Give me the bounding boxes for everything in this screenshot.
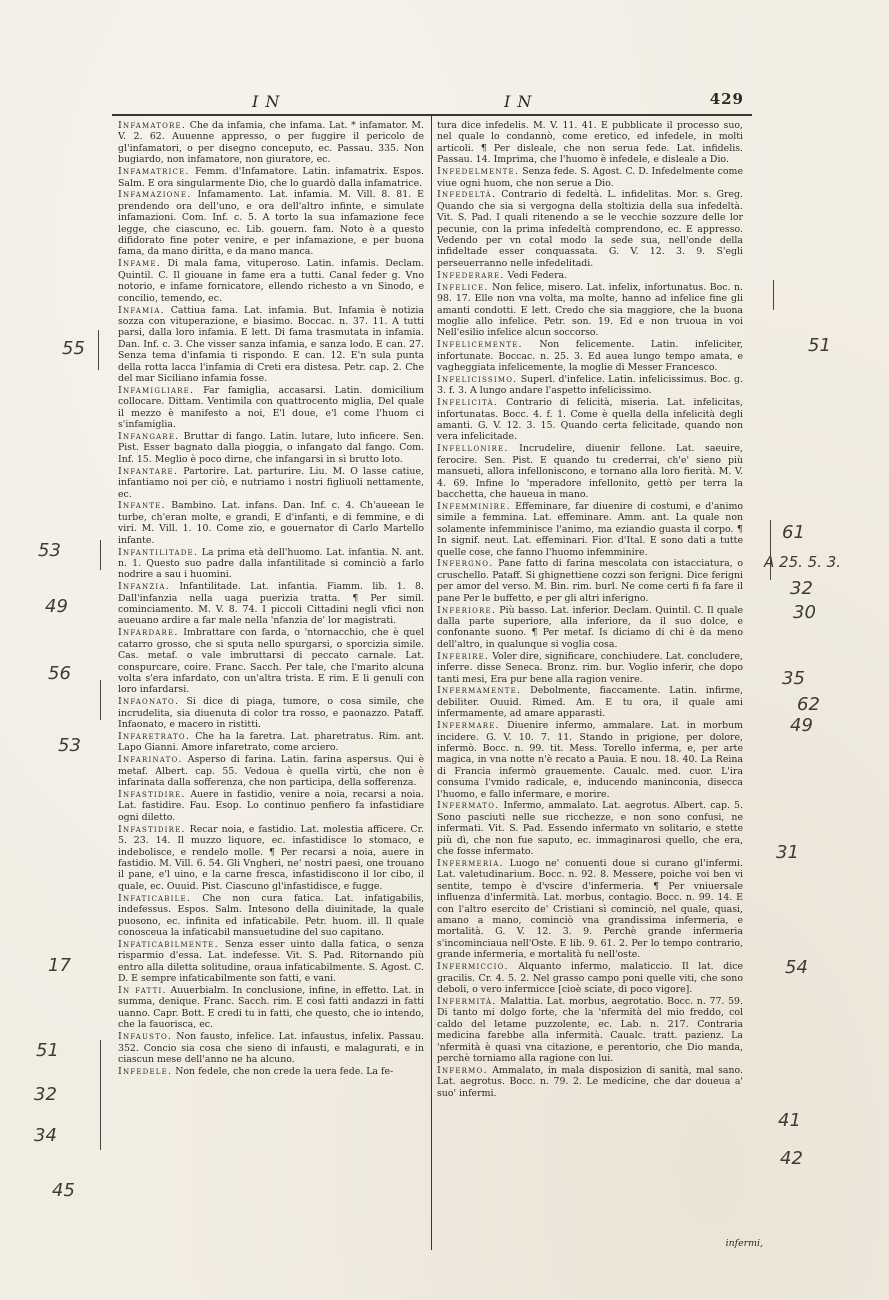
entry-definition: Vedi Federa.: [507, 269, 568, 281]
dictionary-entry: [437, 282, 743, 339]
dictionary-entry: [118, 189, 424, 257]
margin-annotation: A 25. 5. 3.: [764, 553, 842, 571]
dictionary-entry: [437, 270, 743, 281]
entry-definition: Superl. d'infelice. Latin. infelicissimus. Boc. g. 3. f. 3. A lungo andare l'aspetto infelicissimo.: [437, 373, 744, 397]
entry-definition: Incrudelire, diuenir fellone. Lat. saeuire, ferocire. Sen. Pist. E quando tu crederrai, ch'e' sieno più mansueti, allora infellonisconо, e tornano alla loro fierità. M. V. 4. 69. Infine lo 'mperadore infellonito, gettò per terra la bacchetta, che haueua in mano.: [437, 443, 743, 500]
entry-headword: Inferiore.: [437, 604, 497, 616]
entry-headword: Infederare.: [437, 269, 505, 281]
dictionary-entry: [118, 1066, 424, 1077]
entry-headword: Infermamente.: [437, 685, 522, 697]
margin-annotation: 30: [793, 602, 816, 623]
entry-definition: Di mala fama, vituperoso. Latin. infamis. Declam. Quintil. C. Il giouane in fame era a tutti. Canal feder g. Vno notorio, e infame fornicatore, ellendo richesto a vn Sinodo, e concilio, temendo, ec.: [118, 258, 425, 304]
entry-headword: Infedeltà.: [437, 189, 497, 201]
dictionary-entry: [437, 858, 743, 961]
entry-headword: Infantilitade.: [118, 546, 199, 558]
entry-definition: Si dice di piaga, tumore, o cosa simile, che incrudelita, sia diuenuta di color tra rosso, e paonazzo. Pataff. Infaonato, e macero in ristitti.: [118, 696, 424, 731]
header-middle: I N: [504, 92, 533, 111]
entry-headword: Infanzia.: [118, 581, 170, 593]
dictionary-entry: [437, 189, 743, 269]
entry-definition: Cattiua fama. Lat. infamia. But. Infamia è notizia sozza con vituperazione, e biasimo. Boccac. n. 37. 11. A tutti parsi, dalla loro infamia. E lett. Di fama trasmutata in infamia. Dan. Inf. c. 3. Che visser sanza infamia, e sanza lodo. E can. 27. Senza tema d'infamia ti rispondo. E can. 12. E'n sula punta della rotta lacca l'infamia di Creti era distesa. Petr. cap. 2. Che del mar Siciliano infamia fosse.: [118, 304, 424, 384]
header-left: I N: [252, 92, 281, 111]
entry-definition: Infamamento. Lat. infamia. M. Vill. 8. 81. E prendendo ora dell'uno, e ora dell'altro infinte, e simulate infamazioni. Com. Inf. c. 5. A torto la sua infamazione fece legge, che ciascuno, ec. Lib. gouern. fam. Noto è a questo difidorato fine poter venire, e per infamazione, e per buona fama, da mano diritta, e da mano manca.: [118, 189, 424, 258]
margin-annotation: 56: [48, 663, 71, 684]
entry-definition: Luogo ne' conuenti doue si curano gl'infermi. Lat. valetudinarium. Bocc. n. 92. 8. Messere, poiche voi ben vi sentite, tempo è d'vscire d'infermeria. ¶ Per vniuersale influenza d'infermità. Lat. morbus, contagio. Bocc. n. 99. 14. E con l'altro esercito de' Cristiani sì cominciò, nel quale, quasi, amano a mano, cominciò vna grandissima infermeria, e mortalità. G. V. 12. 3. 9. Perchè grande infermeria s'incominciaua nell'Oste. E lib. 9. 61. 2. Per lo tempo contrario, grande infermeria, e mortalità fu nell'oste.: [437, 858, 743, 961]
dictionary-entry: [118, 985, 424, 1031]
margin-annotation: 49: [45, 596, 68, 617]
margin-annotation: 35: [782, 668, 805, 689]
margin-ink-stroke: [98, 330, 99, 370]
entry-headword: Infamigliare.: [118, 384, 195, 396]
entry-definition: La prima età dell'huomo. Lat. infantia. N. ant. n. 1. Questo suo padre dalla infantilitade si cominciò a farlo nodrire a sau i huomini.: [118, 546, 424, 581]
entry-definition: Far famiglia, accasarsi. Latin. domicilium collocare. Dittam. Ventimila con quattrocento miglia, Del quale il mezzo è manifesto a noi, E'l doue, e'l come l'huom ci s'infamiglia.: [118, 384, 425, 431]
entry-definition: Imbrattare con farda, o 'ntornacchio, che è quel catarro grosso, che si sputa nello spurgarsi, o sporcizia simile. Cas. metaf. o vale imbruttarsi di peccato carnale. Lat. conspurcare, coire. Franc. Sacch. Per tale, che l'marito alcuna volta s'era infardato, con un'altra trista. E rim. E li genuli con loro infardarsi.: [118, 627, 424, 696]
entry-definition: Che non cura fatica. Lat. infatigabilis, indefessus. Espos. Salm. Intesono della diuinitade, la quale puosono, ec. infinita ed infaticabile. Petr. huom. ill. Il quale conosceua la infaticabil mansuetudine del suo capitano.: [118, 892, 425, 938]
margin-ink-stroke: [100, 680, 101, 720]
entry-definition: Auere in fastidio, venire a noia, recarsi a noia. Lat. fastidire. Fau. Esop. Lo continuo penfiero fa infastidiare ogni diletto.: [118, 789, 424, 823]
margin-annotation: 31: [776, 842, 799, 863]
entry-definition: Più basso. Lat. inferior. Declam. Quintil. C. Il quale dalla parte superiore, alla inferiore, da il suo dolce, e confonante suono. ¶ Per metaf. Is diciamo di chi è da meno dell'altro, in qualunque si voglia cosa.: [437, 604, 744, 650]
entry-headword: Infelicissimo.: [437, 373, 518, 385]
entry-headword: Inferire.: [437, 650, 490, 662]
entry-definition: Infantilitade. Lat. infantia. Fiamm. lib. 1. 8. Dall'infanzia nella uaga puerizia tratta. ¶ Per simil. cominciamento. M. V. 8. 74. I piccoli Cittadini negli vfici non aueuano ardire a far male nella 'nfanzia de' lor magistrati.: [118, 581, 425, 627]
entry-headword: Infermare.: [437, 720, 500, 732]
entry-headword: Infedele.: [118, 1065, 173, 1077]
dictionary-entry: [118, 754, 424, 788]
entry-definition: Asperso di farina. Latin. farina aspersus. Qui è metaf. Albert. cap. 55. Vedoua è quella virtù, che non è infarinata dalla sofferenza, che non participa, della sofferenza.: [118, 754, 424, 789]
entry-headword: In fatti.: [118, 984, 167, 996]
entry-definition: Pane fatto di farina mescolata con istacciatura, o cruschello. Pataff. Si ghignettiene cozzi son ferigni. Dice ferigni per amor del verso. M. Bin. rim. burl. Ne come certi fi fa fare il pane Per le buffetto, e per gli altri inferigno.: [437, 558, 744, 604]
margin-ink-stroke: [100, 540, 101, 570]
dictionary-entry: [118, 627, 424, 695]
dictionary-entry: [118, 696, 424, 730]
dictionary-entry: [437, 651, 743, 685]
dictionary-entry: [118, 893, 424, 939]
entry-definition: Diuenire infermo, ammalare. Lat. in morbum incidere. G. V. 10. 7. 11. Stando in prigione, per dolore, infermò. Bocc. n. 99. tit. Mess. Torello inferma, e, per arte magica, in vna notte n'è recato a Pauia. E nou. 18. 40. La Reina di Francia infermò grauemente. Caualc. med. cuor. L'ira consuma l'vmido radicale, e, inducendo maninconia, disecca l'huomo, e fallo infermare, e morire.: [437, 720, 743, 800]
entry-headword: Infame.: [118, 258, 161, 270]
entry-headword: Infermità.: [437, 995, 497, 1007]
margin-annotation: 41: [778, 1110, 801, 1131]
dictionary-entry: [118, 731, 424, 754]
margin-annotation: 51: [808, 335, 831, 356]
dictionary-entry: [118, 1031, 424, 1065]
running-header: [112, 88, 752, 114]
entry-headword: Infedelmente.: [437, 166, 520, 178]
dictionary-entry: [118, 824, 424, 892]
margin-annotation: 45: [52, 1180, 75, 1201]
margin-annotation: 17: [48, 955, 71, 976]
entry-definition: Ammalato, in mala disposizion di sanità, mal sano. Lat. aegrotus. Bocc. n. 79. 2. Le medicine, che dar doueua a' suo' infermi.: [437, 1064, 743, 1099]
entry-headword: Infastidire.: [118, 823, 186, 835]
entry-headword: Infantare.: [118, 465, 179, 477]
dictionary-entry: [118, 789, 424, 823]
entry-definition: Bambino. Lat. infans. Dan. Inf. c. 4. Ch'aueean le turbe, ch'eran molte, e grandi, E d'infanti, e di femmine, e di viri. M. Vill. 1. 10. Come zio, e gouernator di Carlo Martello infante.: [118, 500, 424, 546]
entry-headword: Infermiccio.: [437, 961, 509, 973]
entry-headword: Infamatrice.: [118, 166, 190, 178]
header-rule: [112, 114, 752, 116]
entry-definition: Non fausto, infelice. Lat. infaustus, infelix. Passau. 352. Concio sia cosa che sieno di infausti, e malagurati, e in ciascun mese dell'anno ne ha alcuno.: [118, 1031, 424, 1065]
margin-annotation: 53: [58, 735, 81, 756]
dictionary-entry: [437, 685, 743, 719]
margin-annotation: 49: [790, 715, 813, 736]
entry-headword: Infangare.: [118, 430, 180, 442]
left-column: [118, 120, 424, 1078]
entry-definition: Partorire. Lat. parturire. Liu. M. O lasse catiue, infantiamo noi per ciò, e nutriamo i nostri figliuoli nettamente, ec.: [118, 465, 425, 500]
entry-definition: Debolmente, fiaccamente. Latin. infirme, debiliter. Ouuid. Rimed. Am. E tu ora, il quale ami infermamente, ad amare apparasti.: [437, 685, 743, 720]
dictionary-entry: [437, 961, 743, 995]
margin-annotation: 32: [34, 1084, 57, 1105]
entry-headword: Infelice.: [437, 281, 489, 293]
right-column: [437, 120, 743, 1100]
entry-headword: Infaonato.: [118, 696, 180, 708]
margin-annotation: 62: [797, 694, 820, 715]
entry-headword: Infamazione.: [118, 189, 192, 201]
dictionary-entry: [437, 397, 743, 443]
entry-definition: Non felicemente. Latin. infeliciter, infortunate. Boccac. n. 25. 3. Ed auea lungo tempo amata, e vagheggiata infelicemente, la moglie di Messer Francesco.: [437, 339, 743, 374]
entry-definition: Non fedele, che non crede la uera fede. La fe-: [175, 1065, 394, 1077]
entry-definition: Femm. d'Infamatore. Latin. infamatrix. Espos. Salm. E ora singularmente Dio, che lo guardò dalla infamatrice.: [118, 166, 424, 189]
entry-definition: Alquanto infermo, malaticcio. Il lat. dice gracilis. Cr. 4. 5. 2. Nel grasso campo poni quelle viti, che sono deboli, o vero infermicce [cioè sciate, di poco vigore].: [437, 961, 743, 995]
entry-headword: Infaretrato.: [118, 731, 191, 743]
entry-definition: Contrario di felicità, miseria. Lat. infelicitas, infortunatas. Bocc. 4. f. 1. Come è quella della infelicità degli amanti. G. V. 12. 3. 15. Quando certa felicitade, quando non vera infelicitade.: [437, 397, 743, 443]
catchword: infermi,: [725, 1238, 763, 1249]
margin-annotation: 42: [780, 1148, 803, 1169]
entry-definition: Contrario di fedeltà. L. infidelitas. Mor. s. Greg. Quando che sia si vergogna della stoltizia della sua infedeltà. Vit. S. Pad. I quali ritenendo a se le vecchie sozzure delle lor pecunie, con la prima infedeltà comprendono, ec. E appresso. Vedendo per vn cotal modo la sede sua, nell'onde della infideltade esser conquassata. G. V. 12. 3. 9. S'egli perseuerranno nelle infedelitadi.: [437, 189, 744, 269]
margin-annotation: 32: [790, 578, 813, 599]
margin-annotation: 34: [34, 1125, 57, 1146]
entry-headword: Infamatore.: [118, 120, 187, 131]
entry-headword: Infelicemente.: [437, 339, 523, 351]
entry-headword: Infaticabile.: [118, 892, 191, 904]
entry-headword: Infardare.: [118, 627, 179, 639]
dictionary-entry: [118, 166, 424, 189]
entry-definition: Che da infamia, che infama. Lat. * infamator. M. V. 2. 62. Auuenne appresso, o per fuggire il pericolo de gl'infamatori, o per disegno conceputo, ec. Passau. 335. Non bugiardo, non infamatore, non giuratore, ec.: [118, 120, 424, 166]
dictionary-entry: [437, 339, 743, 373]
entry-definition: Infermo, ammalato. Lat. aegrotus. Albert. cap. 5. Sono pasciuti nelle sue ricchezze, e non sono confusi, ne infermati. Vit. S. Pad. Essendo infermato vn solitario, e stette più dì, che non fue saputo, ec. immaginarosi quello, che era, che fosse infermato.: [437, 800, 743, 858]
dictionary-entry: [118, 581, 424, 627]
dictionary-entry: [437, 374, 743, 397]
entry-headword: Infemminire.: [437, 500, 511, 512]
dictionary-entry: [118, 120, 424, 166]
entry-headword: Infante.: [118, 500, 166, 512]
column-divider: [431, 116, 432, 1250]
margin-annotation: 51: [36, 1040, 59, 1061]
entry-headword: Infausto.: [118, 1031, 173, 1043]
dictionary-entry: [118, 939, 424, 985]
dictionary-entry: [118, 258, 424, 304]
entry-definition: Auuerbialm. In conclusione, infine, in effetto. Lat. in summa, denique. Franc. Sacch. rim. E così fatti andazzi in fatti uanno. Capr. Bott. E credi tu in fatti, che questo, che io intendo, che la fauorisca, ec.: [118, 984, 425, 1031]
page-number: 429: [709, 90, 744, 108]
entry-headword: Infermo.: [437, 1064, 488, 1076]
entry-definition: Non felice, misero. Lat. infelix, infortunatus. Boc. n. 98. 17. Elle non vna volta, ma molte, hanno ad infelice fine gli amanti condotti. E lett. Credo che sia maggiore, che la buona moglie allo infelice. Petr. son. 19. Ed e non truoua in voi Nell'esilio infelice alcun soccorso.: [437, 281, 743, 339]
dictionary-entry: [118, 547, 424, 581]
entry-definition: Bruttar di fango. Latin. lutare, luto inficere. Sen. Pist. Esser bagnato dalla pioggia, o infangato dal fango. Com. Inf. 15. Meglio è poco dirne, che infangarsi in sì brutto loto.: [118, 430, 424, 465]
entry-headword: Infermato.: [437, 800, 500, 812]
margin-ink-stroke: [100, 1040, 101, 1150]
dictionary-entry: [437, 558, 743, 604]
dictionary-entry: [118, 385, 424, 431]
entry-headword: Infermeria.: [437, 858, 504, 869]
entry-definition: Recar noia, e fastidio. Lat. molestia afficere. Cr. 5. 23. 14. Il muzzo liquore, ec. infastidisce lo stomaco, e indebolisce, e rendelo molle. ¶ Per recarsi a noia, auere in fastidio. M. Vill. 6. 54. Gli Vngheri, ne' nostri paesi, one trouano il pane, e'l uino, e la carne fresca, infastidiscono il lor cibo, il quale, ec. Ouuid. Pist. Ciascuno gl'infastidisce, e fugge.: [118, 823, 424, 892]
dictionary-entry: [437, 501, 743, 558]
dictionary-entry: [437, 1065, 743, 1099]
dictionary-entry: [437, 720, 743, 800]
entry-definition: Voler dire, significare, conchiudere. Lat. concludere, inferre. disse Seneca. Bronz. rim. bur. Voglio inferir, che dopo tanti mesi, Era pur bene alla ragion venire.: [437, 650, 743, 685]
dictionary-entry: [118, 431, 424, 465]
dictionary-entry: [437, 800, 743, 857]
dictionary-entry: [118, 305, 424, 385]
entry-headword: Infastidire.: [118, 789, 186, 801]
dictionary-entry: [437, 443, 743, 500]
margin-annotation: 61: [782, 522, 805, 543]
margin-ink-stroke: [770, 520, 771, 580]
dictionary-entry: [118, 466, 424, 500]
dictionary-entry: [437, 996, 743, 1064]
entry-headword: Infellonire.: [437, 443, 509, 455]
entry-definition: Che ha la faretra. Lat. pharetratus. Rim. ant. Lapo Gianni. Amore infaretrato, come arciero.: [118, 731, 424, 754]
dictionary-entry: [437, 120, 743, 166]
entry-headword: Infelicità.: [437, 397, 499, 409]
entry-headword: Infamia.: [118, 304, 165, 316]
entry-definition: Malattia. Lat. morbus, aegrotatio. Bocc. n. 77. 59. Di tanto mi dolgo forte, che la 'nfermità del mio freddo, col caldo del letame puzzolente, ec. Lab. n. 217. Contraria medicina farebbe alla infermità. Caualc. tratt. pazienz. La 'nfermità è quasi vna citazione, e perentorio, che Dio manda, perchè torniamo alla ragione con lui.: [437, 995, 743, 1064]
entry-definition: Senza fede. S. Agost. C. D. Infedelmente come viue ogni huom, che non serue a Dio.: [437, 166, 743, 189]
margin-annotation: 55: [62, 338, 85, 359]
margin-ink-stroke: [773, 280, 774, 310]
entry-headword: Infaticabilmente.: [118, 938, 219, 950]
dictionary-entry: [118, 500, 424, 546]
entry-headword: Infergno.: [437, 558, 494, 570]
dictionary-entry: [437, 166, 743, 189]
entry-headword: Infarinato.: [118, 754, 183, 766]
entry-definition: tura dice infedelis. M. V. 11. 41. E pubblicate il processo suo, nel quale lo condannò, come eretico, ed infedele, in molti articoli. ¶ Per disleale, che non serua fede. Lat. infidelis. Passau. 14. Imprima, che l'huomo è infedele, e disleale a Dio.: [437, 120, 743, 166]
dictionary-entry: [437, 605, 743, 651]
margin-annotation: 54: [785, 957, 808, 978]
entry-definition: Effeminare, far diuenire di costumi, e d'animo simile a femmina. Lat. effeminare. Amm. ant. La quale non solamente infemminisce l'animo, ma eziandio guasta il corpo. ¶ In signif. neut. Lat. effeminari. Fior. d'Ital. E sono dati a tutte quelle cose, che fanno l'huomo infemminire.: [437, 500, 743, 558]
entry-definition: Senza esser uinto dalla fatica, o senza risparmio d'essa. Lat. indefesse. Vit. S. Pad. Ritornando più entro alla diletta solitudine, oraua infaticabilmente. S. Agost. C. D. E sempre infaticabilmente son fatti, e vani.: [118, 938, 424, 985]
margin-annotation: 53: [38, 540, 61, 561]
